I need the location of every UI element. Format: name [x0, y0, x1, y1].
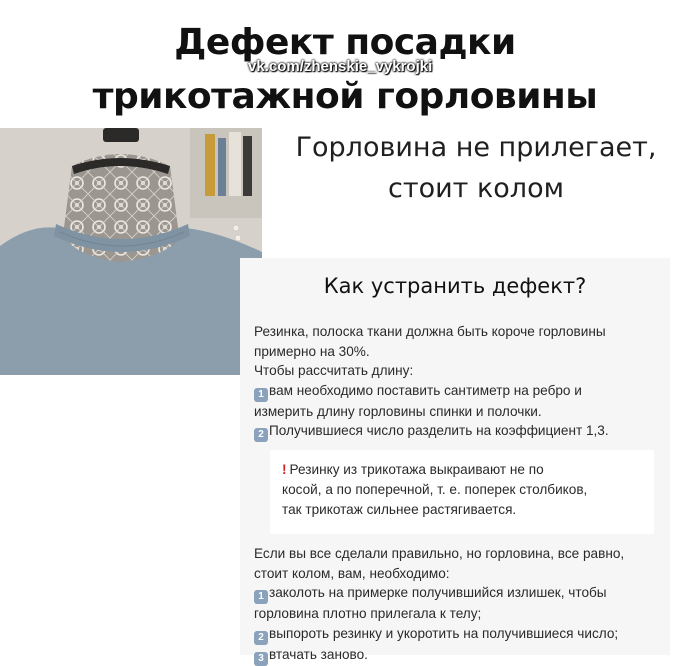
step-item: 1 вам необходимо поставить сантиметр на ребро и: [254, 381, 668, 402]
step-item: 3 втачать заново.: [254, 645, 668, 666]
number-1-badge-icon: 1: [254, 590, 268, 604]
intro-line: Чтобы рассчитать длину:: [254, 363, 414, 379]
step-item: 2 выпороть резинку и укоротить на получившиеся число;: [254, 624, 668, 645]
page-title-line-2: трикотажной горловины: [92, 76, 598, 117]
number-2-badge-icon: 2: [254, 428, 268, 442]
outro-line: Если вы все сделали правильно, но горловина, все равно,: [254, 546, 625, 561]
subtitle-line-1: Горловина не прилегает,: [295, 132, 657, 163]
outro-text: [254, 544, 668, 666]
instructions-panel: [240, 258, 670, 664]
note-box: ! Резинку из трикотажа выкраивают не по косой, а по поперечной, т. е. поперек столбиков, так трикотаж сильнее растягивается.: [270, 450, 654, 534]
step-item: горловина плотно прилегала к телу;: [254, 606, 482, 622]
step-item: 1 заколоть на примерке получившийся излишек, чтобы: [254, 583, 668, 604]
page-title-line-1: Дефект посадки: [174, 22, 516, 63]
note-line: косой, а по поперечной, т. е. поперек столбиков,: [282, 481, 588, 497]
subtitle-line-2: стоит колом: [388, 173, 564, 204]
intro-line: примерно на 30%.: [254, 343, 370, 359]
number-2-badge-icon: 2: [254, 631, 268, 645]
step-item: измерить длину горловины спинки и полочки.: [254, 403, 542, 419]
note-line: так трикотаж сильнее растягивается.: [282, 501, 517, 517]
mannequin-photo: [0, 128, 262, 375]
number-3-badge-icon: 3: [254, 652, 268, 666]
intro-line: Резинка, полоска ткани должна быть короче горловины: [254, 324, 606, 339]
watermark: vk.com/zhenskie_vykrojki: [248, 58, 433, 75]
mannequin-illustration: [0, 128, 262, 375]
number-1-badge-icon: 1: [254, 388, 268, 402]
panel-heading: Как устранить дефект?: [323, 274, 587, 298]
outro-line: стоит колом, вам, необходимо:: [254, 565, 450, 581]
step-item: 2 Получившиеся число разделить на коэффициент 1,3.: [254, 421, 668, 442]
intro-text: [254, 322, 668, 442]
exclamation-icon: !: [282, 462, 287, 477]
